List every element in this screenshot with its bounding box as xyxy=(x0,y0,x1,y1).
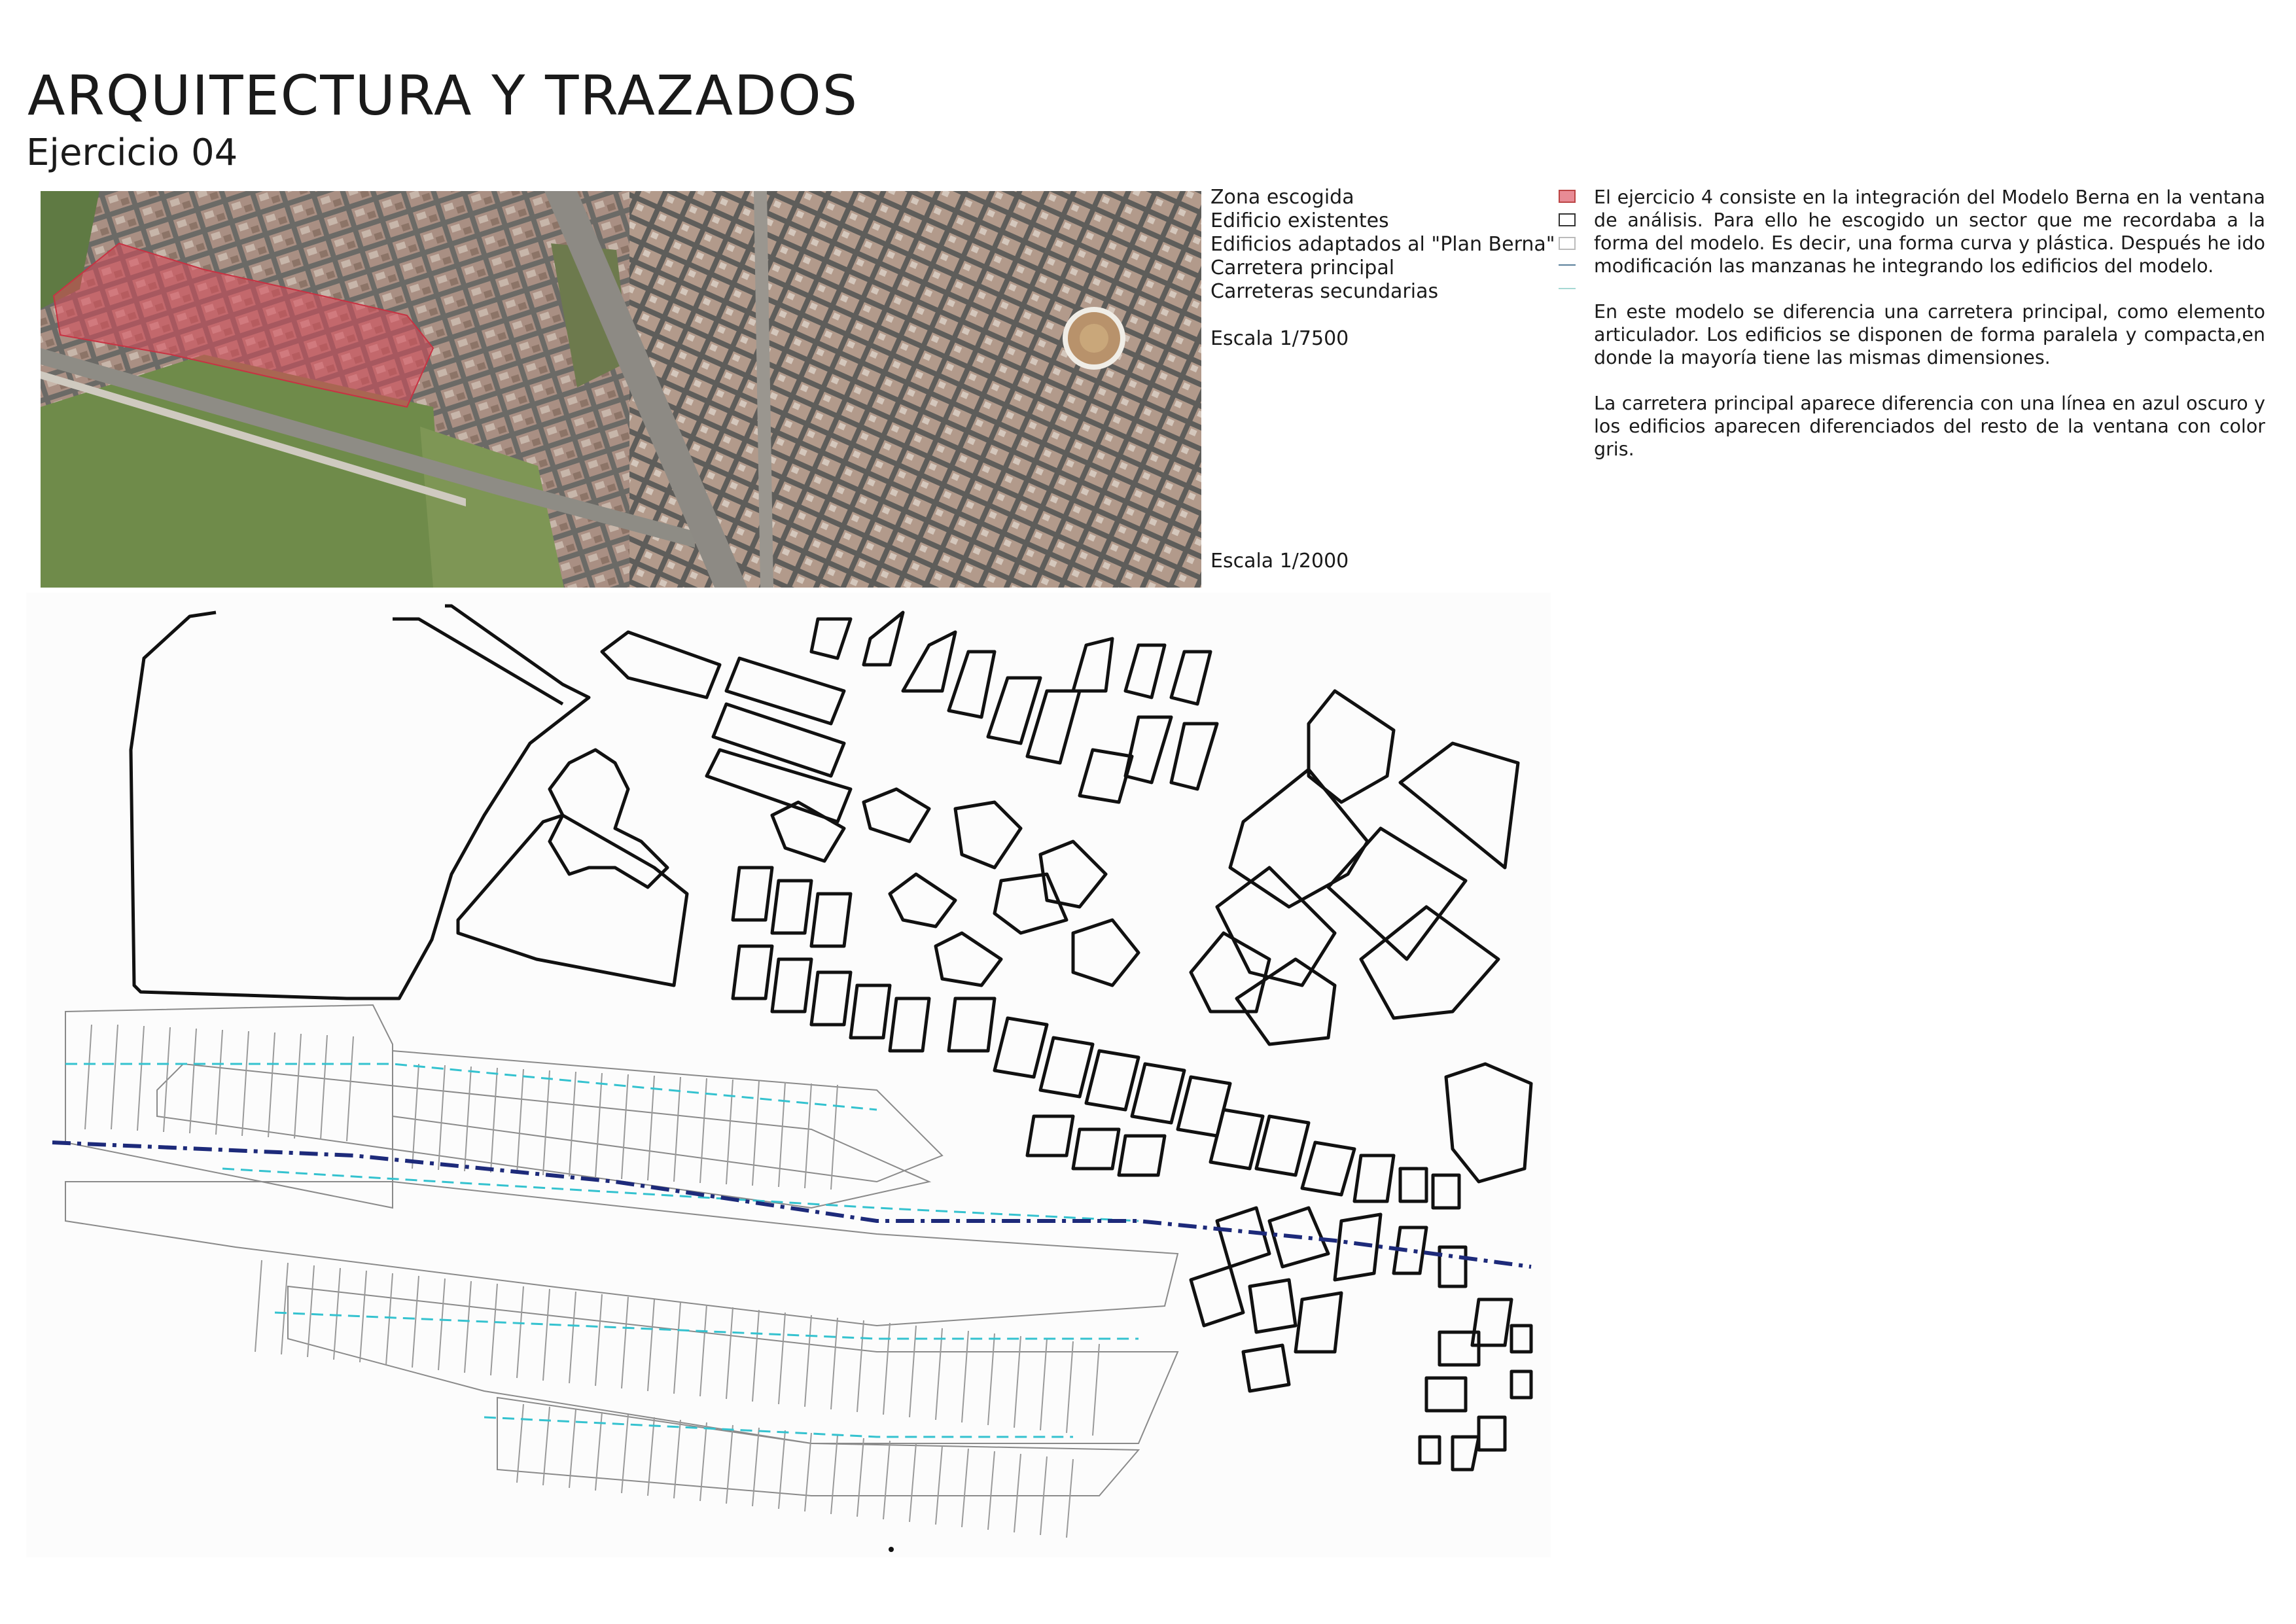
swatch-carreteras-secundarias xyxy=(1559,288,1576,289)
legend-item-carreteras-secundarias: Carreteras secundarias xyxy=(1210,280,1439,303)
page-subtitle: Ejercicio 04 xyxy=(26,132,238,174)
swatch-adaptados xyxy=(1559,237,1576,250)
description-paragraph-3: La carretera principal aparece diferencia con una línea en azul oscuro y los edificios aparecen diferenciados del resto de la ventana con color gris. xyxy=(1594,393,2265,460)
legend-item-carretera-principal: Carretera principal xyxy=(1210,256,1395,279)
dot-mark xyxy=(889,1547,894,1552)
swatch-zona xyxy=(1559,190,1576,203)
page-title: ARQUITECTURA Y TRAZADOS xyxy=(27,63,859,128)
legend xyxy=(1210,186,1555,351)
aerial-photo xyxy=(41,191,1201,588)
swatch-carretera-principal xyxy=(1559,264,1576,266)
scale-plan: Escala 1/2000 xyxy=(1210,550,1349,573)
swatch-existentes xyxy=(1559,213,1576,226)
urban-plan-drawing xyxy=(26,593,1551,1557)
legend-item-existentes: Edificio existentes xyxy=(1210,209,1389,232)
scale-aerial: Escala 1/7500 xyxy=(1210,327,1349,350)
legend-item-adaptados: Edificios adaptados al "Plan Berna" xyxy=(1210,233,1555,256)
description-paragraph-1: El ejercicio 4 consiste en la integración del Modelo Berna en la ventana de análisis. Para ello he escogido un sector que me recordaba a la forma del modelo. Es decir, una forma curva y plástica. Después he ido modificación las manzanas he integrando los edificios del modelo. xyxy=(1594,186,2265,277)
description xyxy=(1594,186,2265,484)
legend-item-zona: Zona escogida xyxy=(1210,186,1354,209)
description-paragraph-2: En este modelo se diferencia una carretera principal, como elemento articulador. Los edificios se disponen de forma paralela y compacta,en donde la mayoría tiene las mismas dimensiones. xyxy=(1594,301,2265,368)
